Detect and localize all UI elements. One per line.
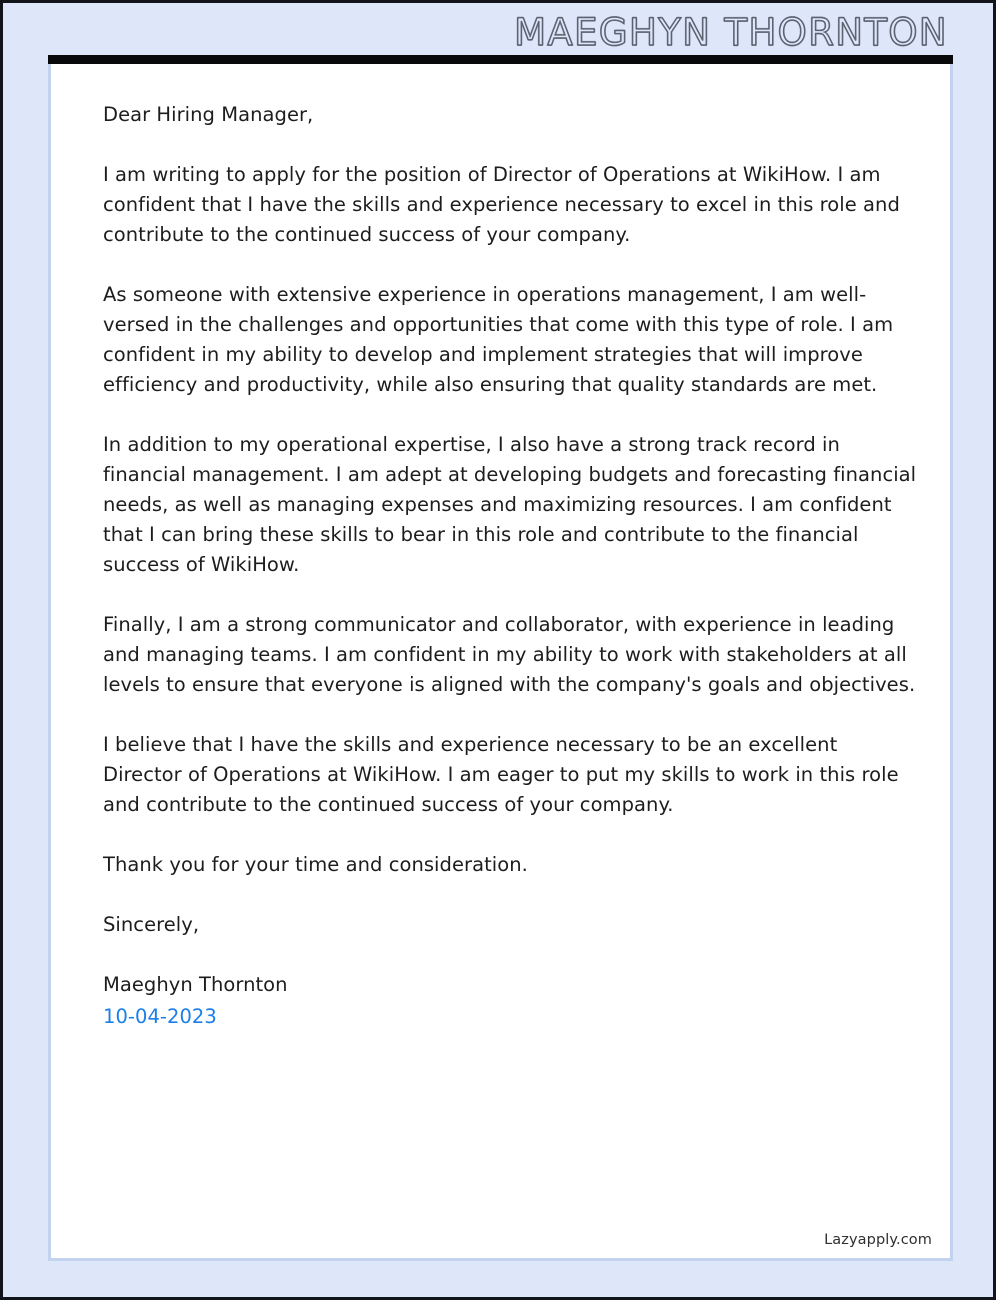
paragraph-2: As someone with extensive experience in operations management, I am well-versed in the challenges and opportunities that come with this type of role. I am confident in my ability to develop and implement strategies that will improve efficiency and productivity, while also ensuring that quality standards are met. (103, 283, 894, 396)
salutation: Dear Hiring Manager, (103, 103, 314, 126)
letter-date: 10-04-2023 (103, 1005, 217, 1028)
letterhead (48, 11, 948, 55)
letter-body (103, 100, 920, 1032)
paragraph-5: I believe that I have the skills and experience necessary to be an excellent Director of Operations at WikiHow. I am eager to put my skills to work in this role and contribute to the continued success of your company. (103, 733, 899, 816)
closing-line: Sincerely, (103, 913, 200, 936)
footer-watermark: Lazyapply.com (824, 1232, 932, 1248)
letter-card (48, 64, 953, 1261)
paragraph-3: In addition to my operational expertise, I also have a strong track record in financial management. I am adept at developing budgets and forecasting financial needs, as well as managing expenses and maximizing resources. I am confident that I can bring these skills to bear in this role and contribute to the financial success of WikiHow. (103, 433, 917, 576)
thank-you-line: Thank you for your time and consideration. (103, 853, 528, 876)
applicant-name-heading: MAEGHYN THORNTON (514, 11, 948, 54)
paragraph-4: Finally, I am a strong communicator and collaborator, with experience in leading and managing teams. I am confident in my ability to work with stakeholders at all levels to ensure that everyone is aligned with the company's goals and objectives. (103, 613, 916, 696)
signature-name: Maeghyn Thornton (103, 973, 288, 996)
paragraph-1: I am writing to apply for the position of Director of Operations at WikiHow. I am confident that I have the skills and experience necessary to excel in this role and contribute to the continued success of your company. (103, 163, 900, 246)
header-rule (48, 55, 953, 64)
